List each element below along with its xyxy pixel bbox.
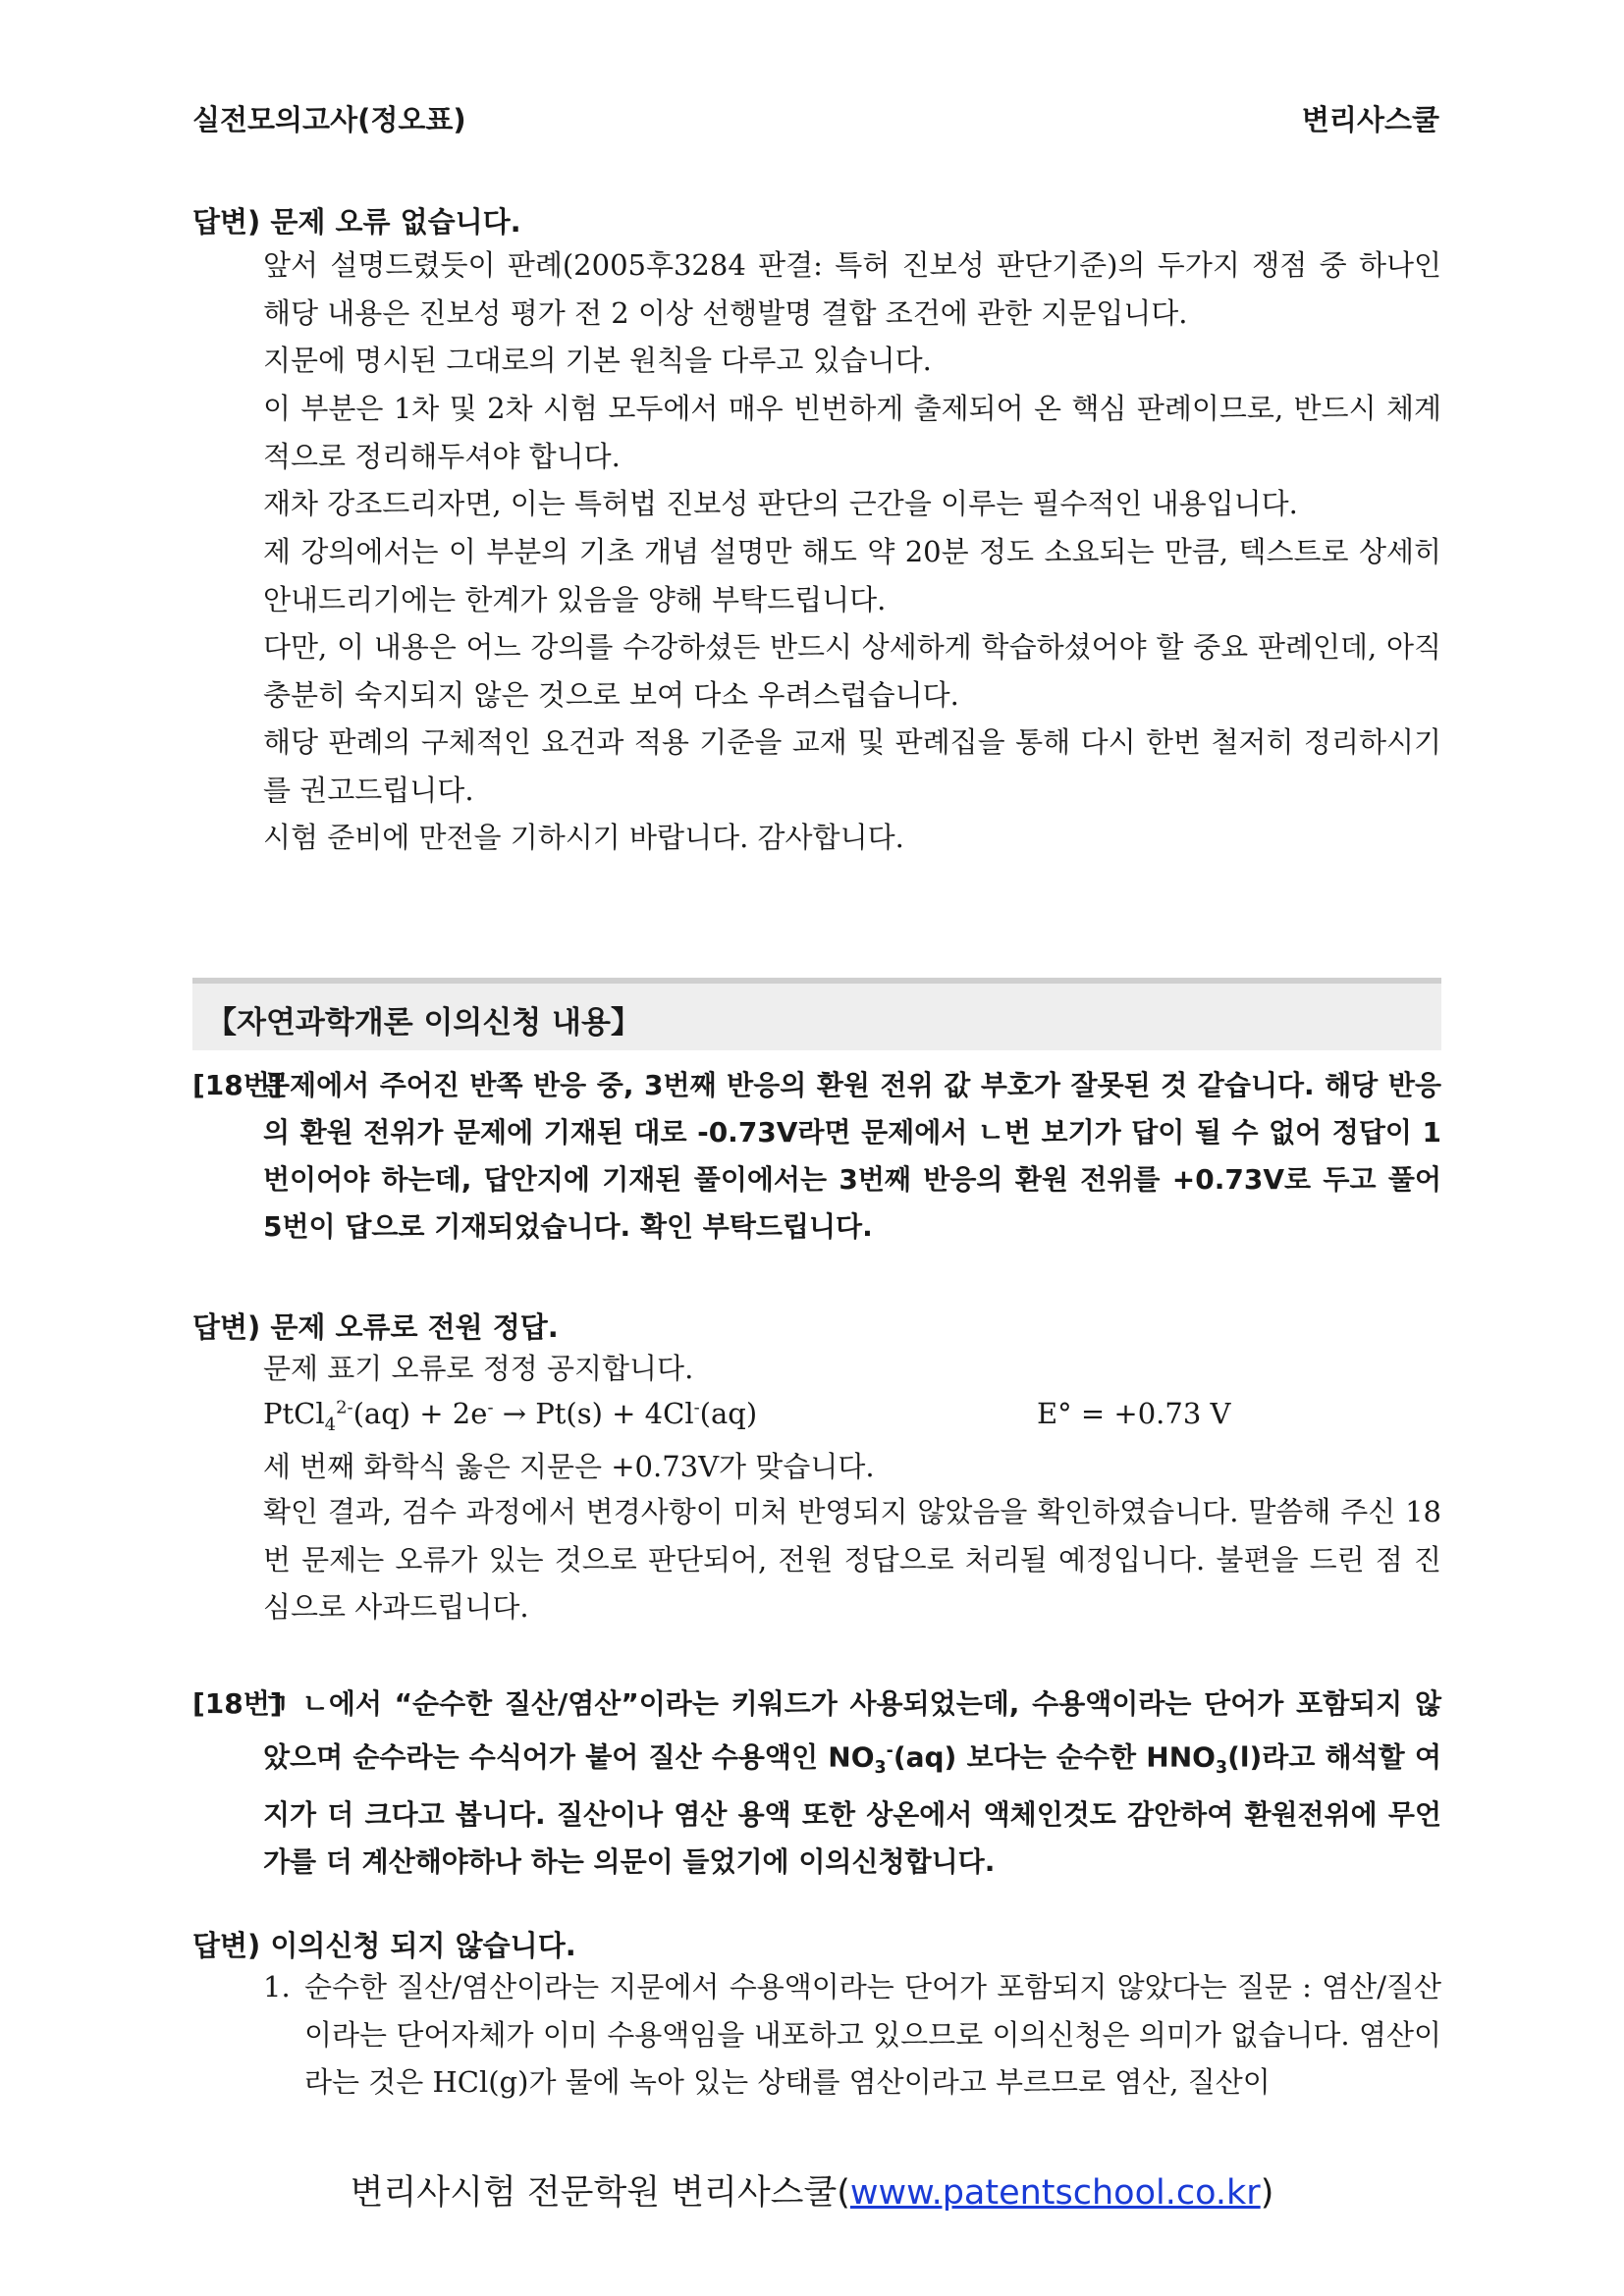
answer-paragraph: 이 부분은 1차 및 2차 시험 모두에서 매우 빈번하게 출제되어 온 핵심 판례이므로, 반드시 체계적으로 정리해두셔야 합니다. <box>263 392 1441 473</box>
answer-heading: 답변) 문제 오류 없습니다. <box>192 205 521 239</box>
answer-paragraph: 지문에 명시된 그대로의 기본 원칙을 다루고 있습니다. <box>263 344 932 377</box>
list-item-number: 1. <box>263 1970 291 2003</box>
answer-paragraph: 해당 판례의 구체적인 요건과 적용 기준을 교재 및 판례집을 통해 다시 한번 철저히 정리하시기를 권고드립니다. <box>263 725 1441 807</box>
equation-potential: E° = +0.73 V <box>1037 1397 1231 1430</box>
section-heading-bar <box>192 978 1441 1050</box>
question-text: 문제에서 주어진 반쪽 반응 중, 3번째 반응의 환원 전위 값 부호가 잘못된 것 같습니다. 해당 반응의 환원 전위가 문제에 기재된 대로 -0.73V라면 문제에서 ㄴ번 보기가 답이 될 수 없어 정답이 1번이어야 하는데, 답안지에 기재된 풀이에서는 3번째 반응의 환원 전위를 +0.73V로 두고 풀어 5번이 답으로 기재되었습니다. 확인 부탁드립니다. <box>263 1069 1441 1243</box>
answer-paragraph: 확인 결과, 검수 과정에서 변경사항이 미처 반영되지 않았음을 확인하였습니다. 말씀해 주신 18번 문제는 오류가 있는 것으로 판단되어, 전원 정답으로 처리될 예정입니다. 불편을 드린 점 진심으로 사과드립니다. <box>263 1495 1441 1624</box>
footer-suffix: ) <box>1260 2173 1274 2213</box>
list-item <box>263 1963 1441 2107</box>
question-number: [18번] <box>192 1069 283 1101</box>
answer-line: 세 번째 화학식 옳은 지문은 +0.73V가 맞습니다. <box>263 1450 875 1483</box>
footer-link[interactable]: www.patentschool.co.kr <box>849 2173 1261 2213</box>
answer-heading: 답변) 이의신청 되지 않습니다. <box>192 1929 576 1962</box>
answer-paragraph: 앞서 설명드렸듯이 판례(2005후3284 판결: 특허 진보성 판단기준)의 두가지 쟁점 중 하나인 해당 내용은 진보성 평가 전 2 이상 선행발명 결합 조건에 관한 지문입니다. <box>263 248 1441 330</box>
objection-question <box>192 1681 1441 1886</box>
answer-line: 문제 표기 오류로 정정 공지합니다. <box>263 1352 694 1385</box>
header-title: 실전모의고사(정오표) <box>192 103 466 136</box>
answer-heading: 답변) 문제 오류로 전원 정답. <box>192 1310 559 1344</box>
page-header <box>192 98 1439 141</box>
header-brand: 변리사스쿨 <box>1301 103 1439 136</box>
question-number: [18번] <box>192 1687 283 1720</box>
equation-reaction: PtCl$_4^{2-}$(aq) + 2e- → Pt(s) + 4Cl-(aq) <box>263 1397 758 1435</box>
list-item-text: 순수한 질산/염산이라는 지문에서 수용액이라는 단어가 포함되지 않았다는 질문 : 염산/질산이라는 단어자체가 이미 수용액임을 내포하고 있으므로 이의신청은 의미가 없습니다. 염산이라는 것은 HCl(g)가 물에 녹아 있는 상태를 염산이라고 부르므로 염산, 질산이 <box>304 1970 1441 2099</box>
answer-paragraph: 시험 준비에 만전을 기하시기 바랍니다. 감사합니다. <box>263 821 904 854</box>
objection-question <box>192 1062 1441 1251</box>
chemical-equation <box>263 1397 1245 1442</box>
answer-paragraph: 제 강의에서는 이 부분의 기초 개념 설명만 해도 약 20분 정도 소요되는 만큼, 텍스트로 상세히 안내드리기에는 한계가 있음을 양해 부탁드립니다. <box>263 535 1441 616</box>
answer-paragraph: 다만, 이 내용은 어느 강의를 수강하셨든 반드시 상세하게 학습하셨어야 할 중요 판례인데, 아직 충분히 숙지되지 않은 것으로 보여 다소 우려스럽습니다. <box>263 630 1441 712</box>
page-footer <box>0 2165 1624 2215</box>
question-text: ㄱ ㄴ에서 “순수한 질산/염산”이라는 키워드가 사용되었는데, 수용액이라는 단어가 포함되지 않았으며 순수라는 수식어가 붙어 질산 수용액인 $NO_3^-(aq)$ 보다는 순수한 $HNO_3(l)$라고 해석할 여지가 더 크다고 봅니다. 질산이나 염산 용액 또한 상온에서 액체인것도 감안하여 환원전위에 무언가를 더 계산해야하나 하는 의문이 들었기에 이의신청합니다. <box>263 1687 1442 1878</box>
answer-paragraph: 재차 강조드리자면, 이는 특허법 진보성 판단의 근간을 이루는 필수적인 내용입니다. <box>263 487 1298 520</box>
footer-text: 변리사시험 전문학원 변리사스쿨( <box>350 2173 850 2213</box>
section-title: 【자연과학개론 이의신청 내용】 <box>206 1005 641 1041</box>
